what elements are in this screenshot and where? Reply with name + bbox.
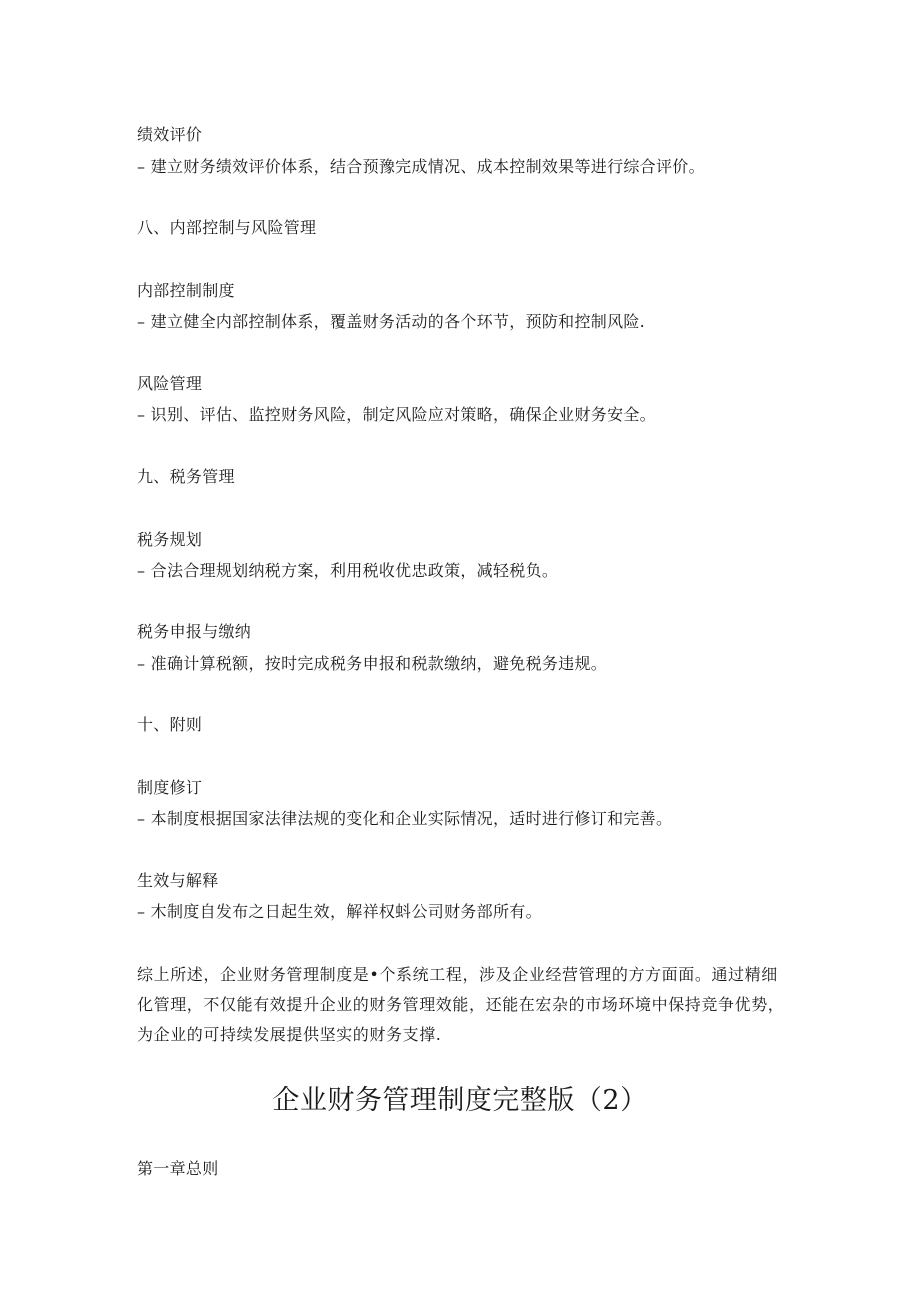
list-item: – 本制度根据国家法律法规的变化和企业实际情况，适时进行修订和完善。 xyxy=(137,809,673,828)
list-item: – 准确计算税额，按时完成税务申报和税款缴纳，避免税务违规。 xyxy=(137,654,608,673)
list-item: – 建立财务绩效评价体系，结合预豫完成情况、成本控制效果等进行综合评价。 xyxy=(137,157,705,176)
section-heading-tax-planning: 税务规划 xyxy=(137,530,203,549)
section-heading-risk-mgmt: 风险管理 xyxy=(137,374,203,393)
list-item: – 建立健全内部控制体系，覆盖财务活动的各个环节，预防和控制风险. xyxy=(137,312,646,331)
section-heading-performance-eval: 绩效评价 xyxy=(137,125,203,144)
list-item: – 木制度自发布之日起生效，解祥权蚪公司财务部所有。 xyxy=(137,902,542,921)
section-heading-internal-control: 内部控制制度 xyxy=(137,281,235,300)
summary-paragraph: 综上所述，企业财务管理制度是•个系统工程，涉及企业经营管理的方方面面。通过精细化管理，不仅能有效提升企业的财务管理效能，还能在宏杂的市场环境中保持竞争优势，为企业的可持续发展提供坚实的财务支撑. xyxy=(137,965,785,1044)
list-item: – 识别、评估、监控财务风险，制定风险应对策略，确保企业财务安全。 xyxy=(137,405,656,424)
chapter-title-1: 第一章总则 xyxy=(137,1159,219,1178)
document-title: 企业财务管理制度完整版（2） xyxy=(272,1085,648,1116)
section-heading-effect: 生效与解释 xyxy=(137,871,219,890)
chapter-title-10: 十、附则 xyxy=(137,715,203,734)
section-heading-revision: 制度修订 xyxy=(137,778,203,797)
section-heading-tax-filing: 税务申报与缴纳 xyxy=(137,622,252,641)
chapter-title-8: 八、内部控制与风险管理 xyxy=(137,218,317,237)
chapter-title-9: 九、税务管理 xyxy=(137,467,235,486)
list-item: – 合法合理规划纳税方案，利用税收优忠政策，减轻税负。 xyxy=(137,561,559,580)
